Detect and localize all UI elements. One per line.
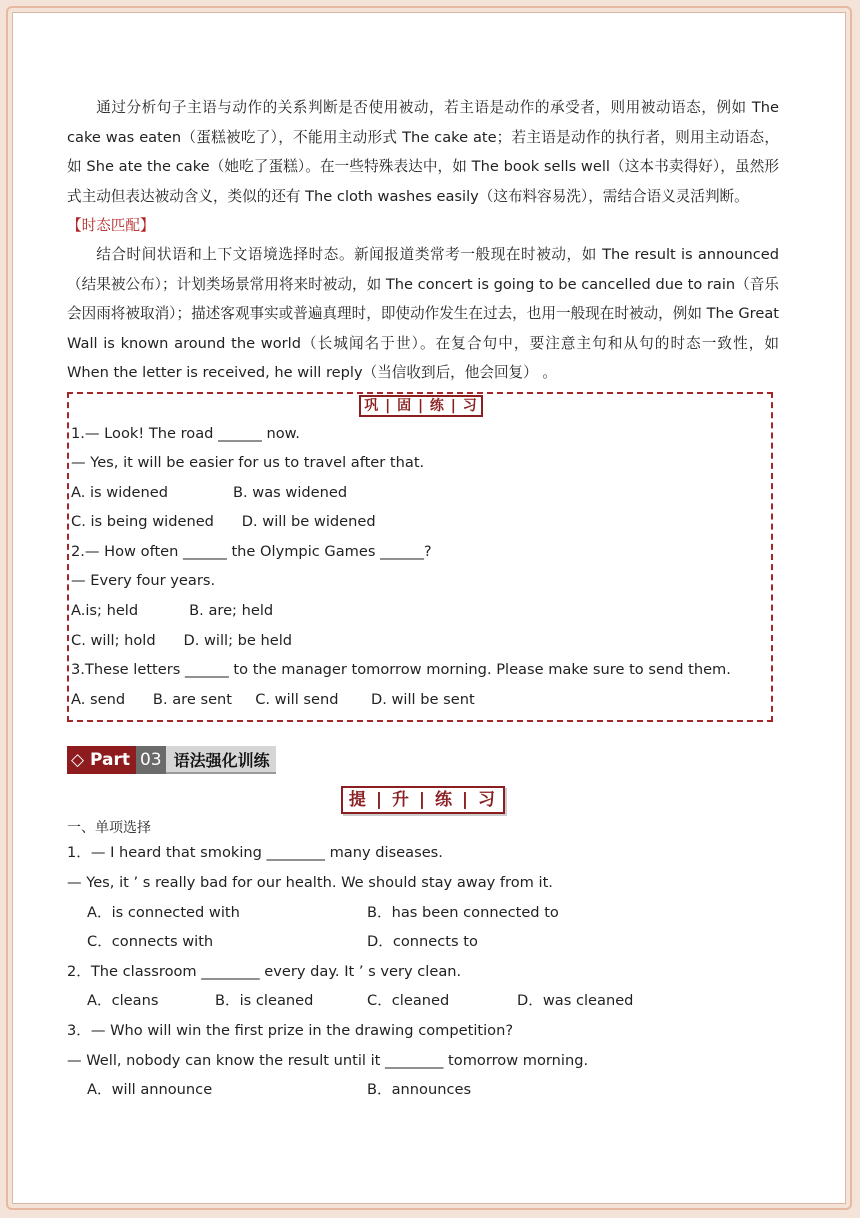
- q1-option-a: A．is connected with: [87, 903, 240, 921]
- document-content: [67, 93, 779, 1105]
- q2-option-d: D．was cleaned: [517, 992, 634, 1010]
- tense-heading: 【时态匹配】: [67, 217, 155, 234]
- practice-box: [67, 392, 773, 723]
- practice-line: A. is widened B. was widened: [71, 483, 348, 501]
- q1-options-row-1: [67, 898, 779, 928]
- upgrade-title: 提 | 升 | 练 | 习: [341, 786, 505, 814]
- document-page: [12, 12, 846, 1204]
- practice-line: A.is; held B. are; held: [71, 602, 274, 620]
- q2-options: [67, 986, 779, 1016]
- practice-line: 3.These letters ______ to the manager tomorrow morning. Please make sure to send them.: [71, 661, 731, 679]
- q1-option-b: B．has been connected to: [367, 903, 559, 921]
- section-label: 一、单项选择: [67, 820, 151, 837]
- practice-line: — Yes, it will be easier for us to travel after that.: [71, 454, 425, 472]
- q3-option-b: B．announces: [367, 1081, 472, 1099]
- q3-stem: 3．— Who will win the first prize in the drawing competition?: [67, 1022, 514, 1039]
- intro-paragraph-1: 通过分析句子主语与动作的关系判断是否使用被动，若主语是动作的承受者，则用被动语态，例如 The cake was eaten（蛋糕被吃了），不能用主动形式 The cake ate；若主语是动作的执行者，则用主动语态，如 She ate the cake（她吃了蛋糕）。在一些特殊表达中，如 The book sells well（这本书卖得好），虽然形式主动但表达被动含义，类似的还有 The cloth washes easily（这布料容易洗），需结合语义灵活判断。: [67, 99, 779, 205]
- q1-stem: 1．— I heard that smoking ________ many diseases.: [67, 844, 443, 862]
- practice-line: 1.— Look! The road ______ now.: [71, 424, 300, 442]
- part-label: ◇ Part: [67, 746, 136, 774]
- practice-line: — Every four years.: [71, 572, 216, 590]
- practice-line: C. will; hold D. will; be held: [71, 631, 293, 649]
- part-header: [67, 746, 779, 774]
- practice-line: 2.— How often ______ the Olympic Games ______?: [71, 542, 432, 560]
- q1-option-d: D．connects to: [367, 933, 478, 951]
- q2-stem: 2．The classroom ________ every day. It ’ s very clean.: [67, 962, 462, 980]
- q3-reply: — Well, nobody can know the result until it ________ tomorrow morning.: [67, 1051, 589, 1069]
- q2-option-a: A．cleans: [87, 992, 159, 1010]
- practice-box-title: 巩 | 固 | 练 | 习: [359, 395, 483, 417]
- q1-options-row-2: [67, 927, 779, 957]
- q3-option-a: A．will announce: [87, 1081, 213, 1099]
- q2-option-b: B．is cleaned: [215, 992, 314, 1010]
- intro-paragraph-2: 结合时间状语和上下文语境选择时态。新闻报道类常考一般现在时被动，如 The result is announced（结果被公布）；计划类场景常用将来时被动，如 The concert is going to be cancelled due to rain（音乐会因雨将被取消）；描述客观事实或普遍真理时，即使动作发生在过去，也用一般现在时被动，例如 The Great Wall is known around the world（长城闻名于世）。在复合句中，要注意主句和从句的时态一致性，如 When the letter is received, he will reply（当信收到后，他会回复） 。: [67, 246, 779, 381]
- practice-line: C. is being widened D. will be widened: [71, 513, 376, 531]
- part-number: 03: [136, 746, 166, 774]
- part-title: 语法强化训练: [166, 746, 276, 774]
- practice-line: A. send B. are sent C. will send D. will be sent: [71, 690, 475, 708]
- q3-options: [67, 1075, 779, 1105]
- q1-option-c: C．connects with: [87, 933, 214, 951]
- q2-option-c: C．cleaned: [367, 992, 450, 1010]
- q1-reply: — Yes, it ’ s really bad for our health. We should stay away from it.: [67, 874, 553, 892]
